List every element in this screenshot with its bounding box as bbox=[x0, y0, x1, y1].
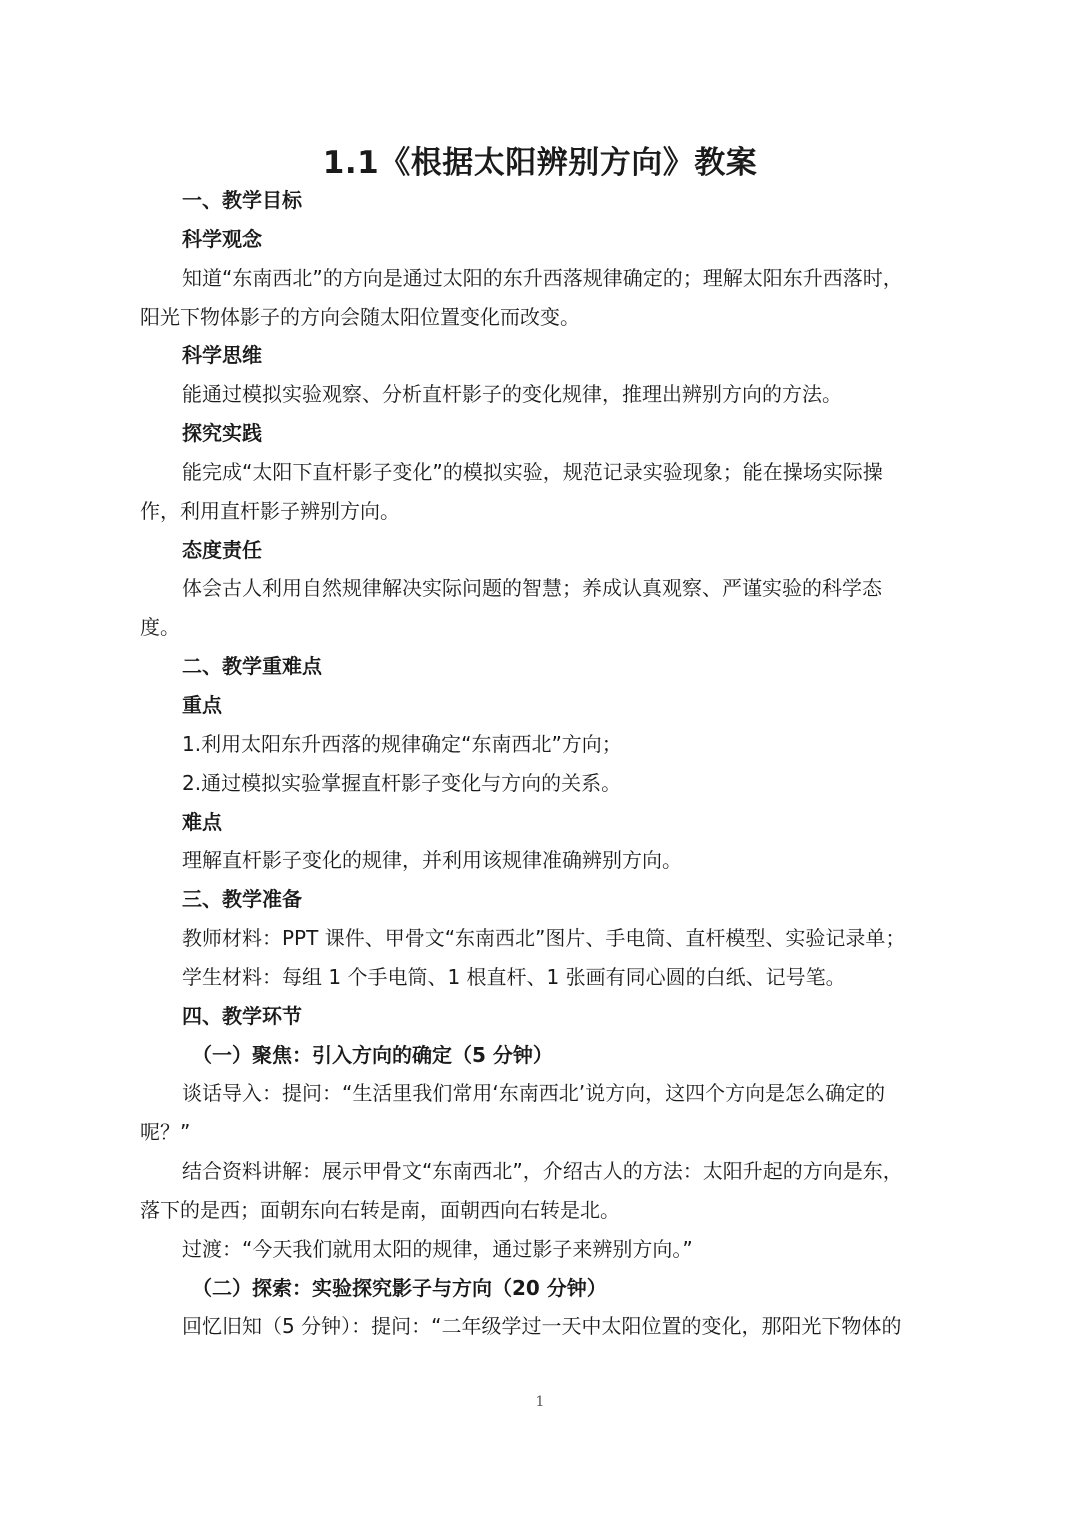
subheading-key-point: 重点 bbox=[182, 692, 222, 717]
paragraph-line: 过渡：“今天我们就用太阳的规律，通过影子来辨别方向。” bbox=[182, 1236, 693, 1261]
document-title: 1.1《根据太阳辨别方向》教案 bbox=[322, 145, 758, 181]
subheading-explore: （二）探索：实验探究影子与方向（20 分钟） bbox=[192, 1275, 607, 1300]
paragraph-line: 体会古人利用自然规律解决实际问题的智慧；养成认真观察、严谨实验的科学态 bbox=[182, 576, 882, 601]
paragraph-line: 谈话导入：提问：“生活里我们常用‘东南西北’说方向，这四个方向是怎么确定的 bbox=[182, 1081, 886, 1106]
subheading-difficulty: 难点 bbox=[182, 809, 222, 834]
paragraph-line: 呢？” bbox=[140, 1120, 191, 1145]
subheading-inquiry-practice: 探究实践 bbox=[182, 421, 262, 446]
paragraph-line: 结合资料讲解：展示甲骨文“东南西北”，介绍古人的方法：太阳升起的方向是东， bbox=[182, 1159, 903, 1184]
section-heading-objectives: 一、教学目标 bbox=[182, 188, 302, 212]
paragraph-line: 度。 bbox=[140, 615, 180, 640]
subheading-scientific-thinking: 科学思维 bbox=[182, 343, 262, 368]
list-item: 1.利用太阳东升西落的规律确定“东南西北”方向； bbox=[182, 731, 622, 756]
paragraph-line: 阳光下物体影子的方向会随太阳位置变化而改变。 bbox=[140, 304, 580, 329]
paragraph-line: 知道“东南西北”的方向是通过太阳的东升西落规律确定的；理解太阳东升西落时， bbox=[182, 265, 903, 290]
page-number: 1 bbox=[535, 1394, 545, 1410]
document-body bbox=[140, 181, 940, 1346]
section-heading-preparation: 三、教学准备 bbox=[182, 887, 302, 912]
paragraph-line: 理解直杆影子变化的规律，并利用该规律准确辨别方向。 bbox=[182, 848, 682, 873]
paragraph-line: 落下的是西；面朝东向右转是南，面朝西向右转是北。 bbox=[140, 1197, 620, 1222]
paragraph-line: 作，利用直杆影子辨别方向。 bbox=[140, 498, 400, 523]
paragraph-line: 回忆旧知（5 分钟）：提问：“二年级学过一天中太阳位置的变化，那阳光下物体的 bbox=[182, 1314, 902, 1339]
paragraph-line: 教师材料：PPT 课件、甲骨文“东南西北”图片、手电筒、直杆模型、实验记录单； bbox=[182, 926, 906, 951]
section-heading-procedure: 四、教学环节 bbox=[182, 1003, 302, 1028]
section-heading-key-points: 二、教学重难点 bbox=[182, 654, 322, 679]
paragraph-line: 学生材料：每组 1 个手电筒、1 根直杆、1 张画有同心圆的白纸、记号笔。 bbox=[182, 964, 846, 989]
list-item: 2.通过模拟实验掌握直杆影子变化与方向的关系。 bbox=[182, 770, 622, 795]
subheading-attitude: 态度责任 bbox=[182, 537, 262, 562]
subheading-scientific-concept: 科学观念 bbox=[182, 226, 262, 251]
paragraph-line: 能通过模拟实验观察、分析直杆影子的变化规律，推理出辨别方向的方法。 bbox=[182, 382, 842, 407]
paragraph-line: 能完成“太阳下直杆影子变化”的模拟实验，规范记录实验现象；能在操场实际操 bbox=[182, 459, 883, 484]
subheading-focus: （一）聚焦：引入方向的确定（5 分钟） bbox=[192, 1042, 553, 1067]
